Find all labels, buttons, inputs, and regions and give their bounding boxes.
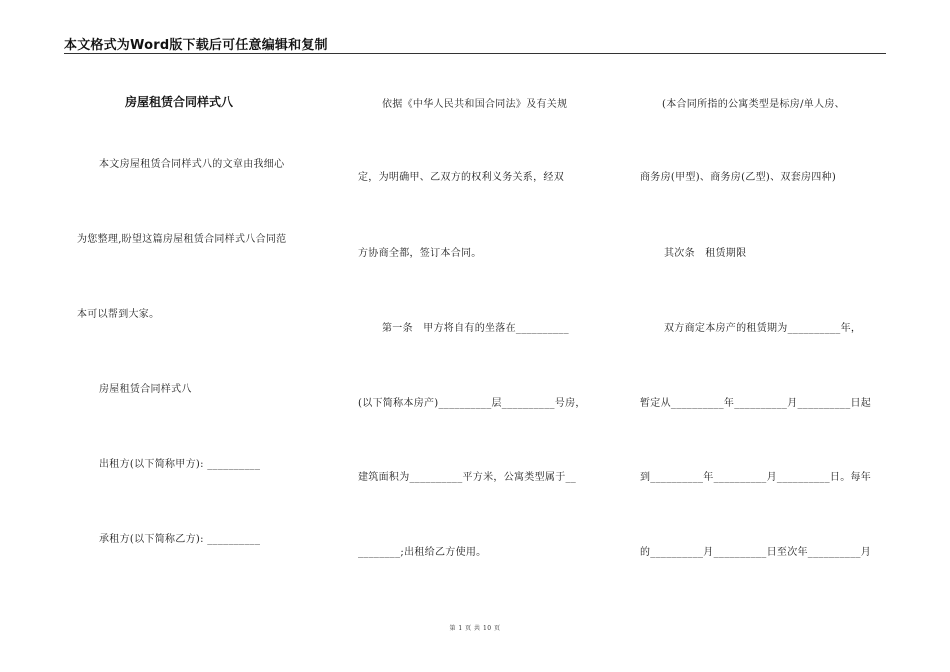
body-line: 暂定从__________年__________月__________日起 [640,398,872,409]
column-2 [358,0,608,672]
body-line: 定，为明确甲、乙双方的权利义务关系，经双 [358,172,564,183]
article-2-heading: 其次条 租赁期限 [664,248,747,259]
column-1 [77,0,327,672]
body-line: (以下简称本房产)__________层__________号房， [358,398,586,409]
column-3 [640,0,890,672]
header-title: 本文格式为Word版下载后可任意编辑和复制 [64,38,328,53]
body-line: 商务房(甲型)、商务房(乙型)、双套房四种) [640,172,837,183]
lessee-line: 承租方(以下简称乙方): __________ [99,534,261,545]
body-line: 房屋租赁合同样式八 [99,384,192,395]
body-line: (本合同所指的公寓类型是标房/单人房、 [662,99,845,110]
body-line: 本文房屋租赁合同样式八的文章由我细心 [99,159,285,170]
body-line: 到__________年__________月__________日。每年 [640,472,872,483]
body-line: ________;出租给乙方使用。 [358,547,487,558]
article-1-line: 第一条 甲方将自有的坐落在__________ [382,323,569,334]
body-line: 建筑面积为__________平方米，公寓类型属于__ [358,472,577,483]
body-line: 双方商定本房产的租赁期为__________年， [664,323,862,334]
body-line: 的__________月__________日至次年__________月 [640,547,872,558]
body-line: 依据《中华人民共和国合同法》及有关规 [382,99,568,110]
body-line: 方协商全都，签订本合同。 [358,248,482,259]
document-title: 房屋租赁合同样式八 [125,95,234,109]
body-line: 本可以帮到大家。 [77,309,160,320]
page-number: 第 1 页 共 10 页 [449,625,501,632]
lessor-line: 出租方(以下简称甲方): __________ [99,459,261,470]
body-line: 为您整理,盼望这篇房屋租赁合同样式八合同范 [77,234,287,245]
